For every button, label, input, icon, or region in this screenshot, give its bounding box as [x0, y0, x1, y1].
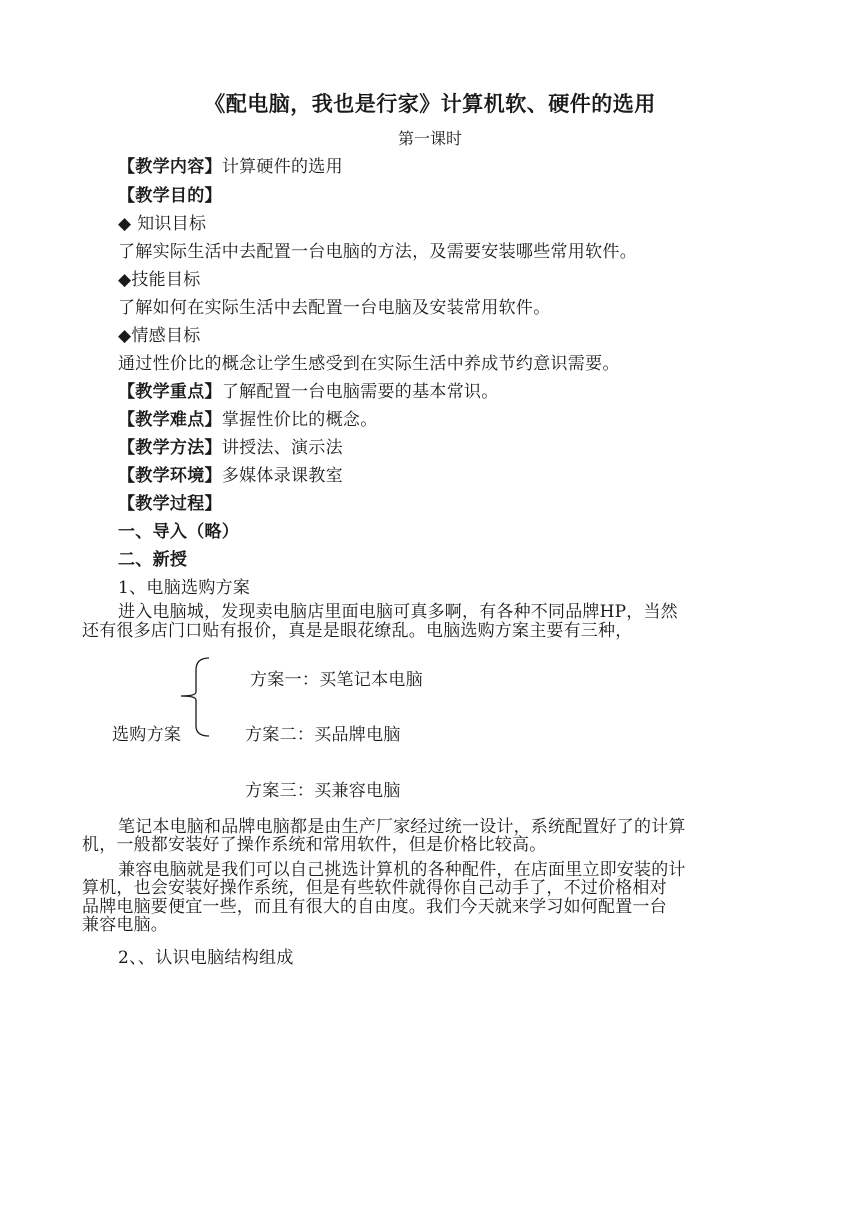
teaching-environment-line	[118, 461, 343, 486]
paragraph-1-line-2: 还有很多店门口贴有报价，真是是眼花缭乱。电脑选购方案主要有三种，	[82, 621, 633, 641]
emotion-goal-heading: ◆情感目标	[118, 326, 201, 346]
teaching-content-label: 【教学内容】	[118, 157, 222, 177]
teaching-difficulty-label: 【教学难点】	[118, 410, 222, 430]
skill-goal-text: 了解如何在实际生活中去配置一台电脑及安装常用软件。	[118, 298, 551, 318]
teaching-focus-line	[118, 377, 499, 402]
document-subtitle: 第一课时	[397, 129, 462, 148]
teaching-environment-text: 多媒体录课教室	[221, 466, 343, 486]
knowledge-goal-text: 了解实际生活中去配置一台电脑的方法，及需要安装哪些常用软件。	[118, 242, 637, 262]
teaching-method-label: 【教学方法】	[118, 438, 222, 458]
teaching-difficulty-text: 掌握性价比的概念。	[221, 410, 378, 430]
emotion-goal-text: 通过性价比的概念让学生感受到在实际生活中养成节约意识需要。	[118, 354, 620, 374]
section-introduction: 一、导入（略）	[118, 522, 240, 542]
subsection-purchase-plan: 1、电脑选购方案	[118, 578, 251, 598]
paragraph-2-line-2: 机，一般都安装好了操作系统和常用软件，但是价格比较高。	[82, 835, 547, 855]
paragraph-1-line-1: 进入电脑城，发现卖电脑店里面电脑可真多啊，有各种不同品牌HP，当然	[118, 602, 678, 622]
subsection-computer-structure: 2、、认识电脑结构组成	[118, 948, 294, 968]
teaching-focus-label: 【教学重点】	[118, 382, 222, 402]
teaching-goal-heading: 【教学目的】	[118, 186, 222, 206]
teaching-method-line	[118, 433, 343, 458]
paragraph-3-line-2: 算机，也会安装好操作系统，但是有些软件就得你自己动手了，不过价格相对	[82, 878, 667, 898]
paragraph-2-line-1: 笔记本电脑和品牌电脑都是由生产厂家经过统一设计，系统配置好了的计算	[118, 817, 686, 837]
plan-label: 选购方案	[112, 725, 182, 745]
skill-goal-heading: ◆技能目标	[118, 270, 201, 290]
paragraph-3-line-1: 兼容电脑就是我们可以自己挑选计算机的各种配件，在店面里立即安装的计	[118, 860, 686, 880]
teaching-content-line	[118, 152, 343, 177]
plan-option-3: 方案三：买兼容电脑	[245, 781, 401, 801]
document-title: 《配电脑，我也是行家》计算机软、硬件的选用	[204, 92, 656, 116]
knowledge-goal-heading: ◆ 知识目标	[118, 214, 207, 234]
teaching-focus-text: 了解配置一台电脑需要的基本常识。	[221, 382, 499, 402]
section-new-lesson: 二、新授	[118, 550, 188, 570]
plan-option-1: 方案一：买笔记本电脑	[250, 670, 423, 690]
paragraph-3-line-4: 兼容电脑。	[82, 915, 168, 935]
teaching-difficulty-line	[118, 405, 378, 430]
teaching-content-text: 计算硬件的选用	[221, 157, 343, 177]
teaching-process-heading: 【教学过程】	[118, 494, 222, 514]
brace-icon	[176, 656, 212, 740]
paragraph-3-line-3: 品牌电脑要便宜一些，而且有很大的自由度。我们今天就来学习如何配置一台	[82, 897, 667, 917]
teaching-environment-label: 【教学环境】	[118, 466, 222, 486]
teaching-method-text: 讲授法、演示法	[221, 438, 343, 458]
plan-option-2: 方案二：买品牌电脑	[245, 725, 401, 745]
